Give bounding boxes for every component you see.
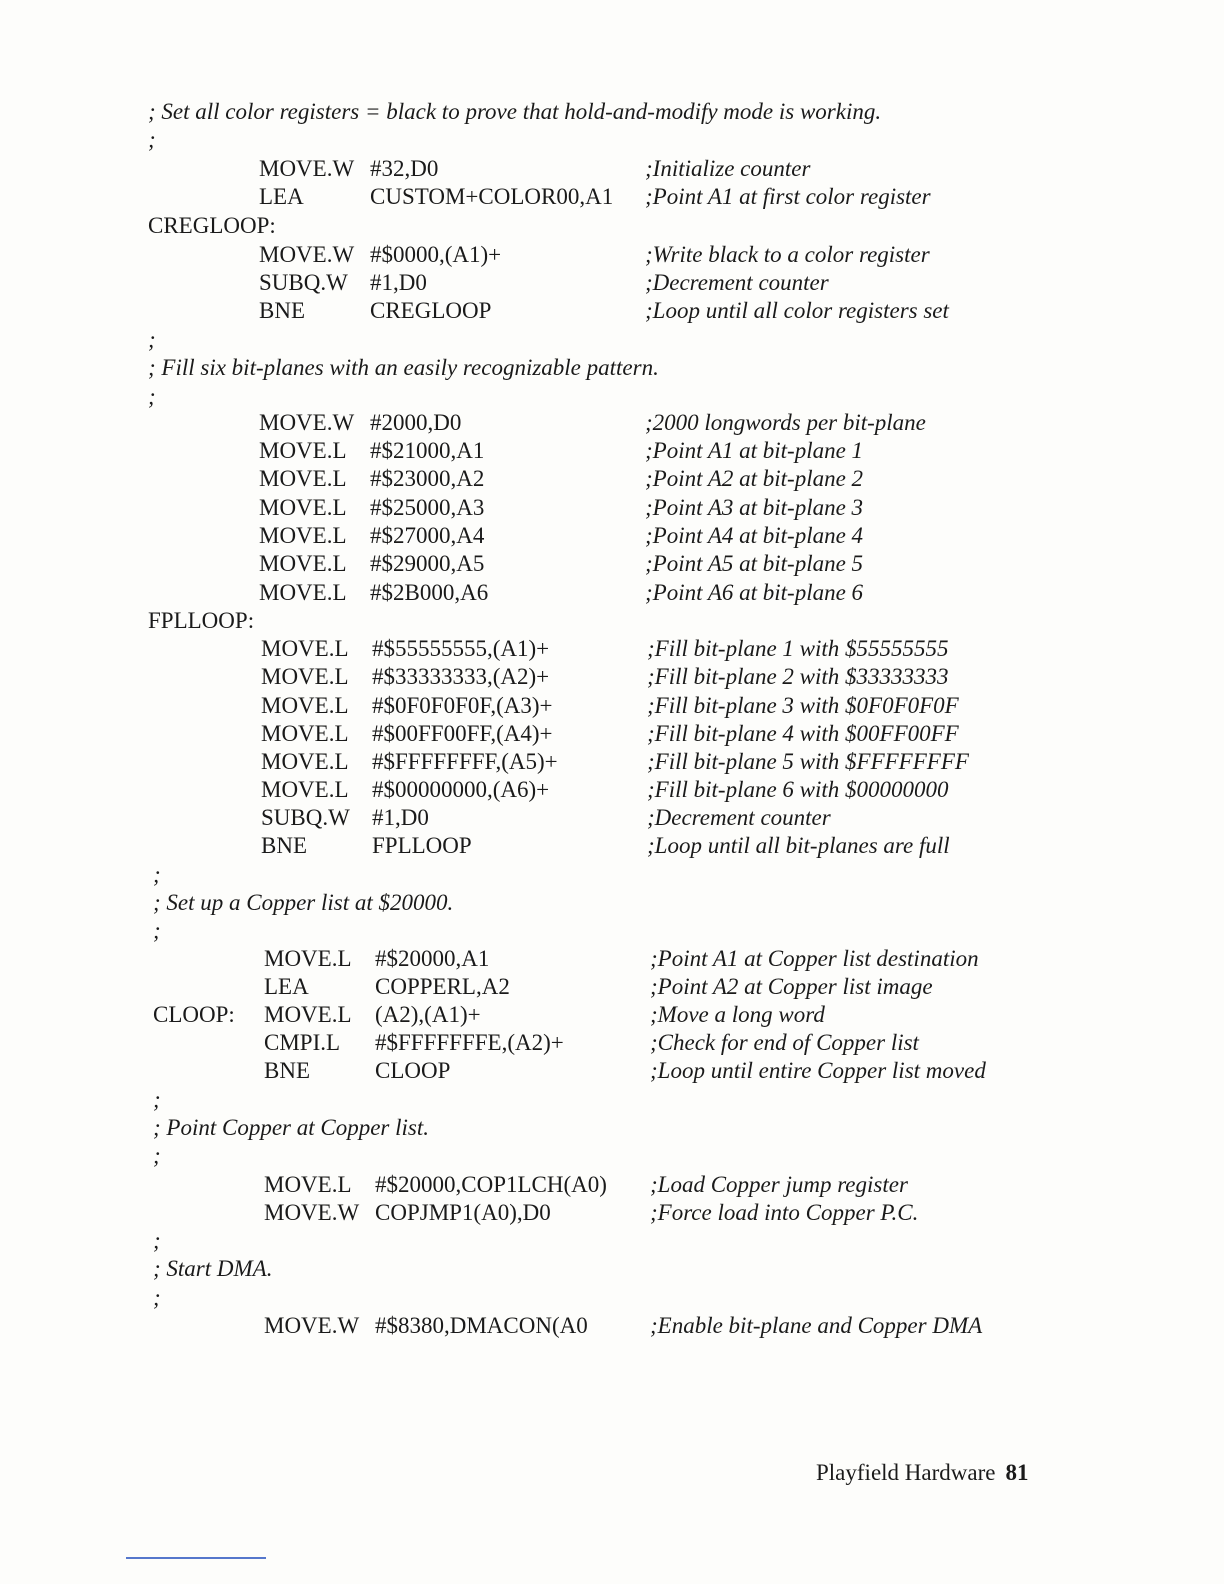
opcode: MOVE.W [264,1200,360,1225]
operand: #$55555555,(A1)+ [372,636,550,661]
operand: CREGLOOP [370,298,492,323]
opcode: MOVE.L [259,466,347,491]
operand: #32,D0 [370,156,439,181]
operand: COPPERL,A2 [375,974,510,999]
comment-text: ; [153,1228,161,1253]
inline-comment: ;Check for end of Copper list [650,1030,919,1055]
operand: #1,D0 [372,805,429,830]
operand: #$25000,A3 [370,495,485,520]
inline-comment: ;Loop until all bit-planes are full [647,833,950,858]
inline-comment: ;Initialize counter [645,156,811,181]
opcode: MOVE.L [259,580,347,605]
inline-comment: ;Point A1 at Copper list destination [650,946,979,971]
label: FPLLOOP: [148,608,255,633]
inline-comment: ;Loop until entire Copper list moved [650,1058,986,1083]
comment-text: ; Set up a Copper list at $20000. [153,890,454,915]
inline-comment: ;Fill bit-plane 1 with $55555555 [647,636,949,661]
opcode: MOVE.L [259,438,347,463]
operand: CLOOP [375,1058,451,1083]
comment-text: ; [153,1143,161,1168]
comment-text: ; [153,1087,161,1112]
opcode: MOVE.L [261,636,349,661]
operand: #$00FF00FF,(A4)+ [372,721,553,746]
operand: #$21000,A1 [370,438,485,463]
comment-text: ; [153,918,161,943]
inline-comment: ;Fill bit-plane 4 with $00FF00FF [647,721,959,746]
opcode: MOVE.L [264,946,352,971]
opcode: MOVE.L [264,1002,352,1027]
operand: #$8380,DMACON(A0 [375,1313,588,1338]
opcode: CMPI.L [264,1030,341,1055]
label: CLOOP: [153,1002,235,1027]
opcode: MOVE.L [261,693,349,718]
operand: #$0000,(A1)+ [370,242,502,267]
operand: #$FFFFFFFE,(A2)+ [375,1030,564,1055]
inline-comment: ;Decrement counter [647,805,831,830]
operand: #$20000,COP1LCH(A0) [375,1172,607,1197]
footer-title: Playfield Hardware [816,1460,996,1485]
inline-comment: ;Fill bit-plane 6 with $00000000 [647,777,949,802]
inline-comment: ;Load Copper jump register [650,1172,908,1197]
inline-comment: ;Enable bit-plane and Copper DMA [650,1313,983,1338]
opcode: SUBQ.W [261,805,350,830]
comment-text: ; [153,1285,161,1310]
inline-comment: ;Point A1 at bit-plane 1 [645,438,864,463]
opcode: MOVE.L [261,664,349,689]
opcode: SUBQ.W [259,270,348,295]
inline-comment: ;Force load into Copper P.C. [650,1200,919,1225]
opcode: MOVE.L [259,551,347,576]
opcode: LEA [259,184,304,209]
operand: #$23000,A2 [370,466,485,491]
opcode: MOVE.W [259,156,355,181]
operand: #$33333333,(A2)+ [372,664,550,689]
operand: #$FFFFFFFF,(A5)+ [372,749,558,774]
operand: FPLLOOP [372,833,472,858]
comment-text: ; Fill six bit-planes with an easily recognizable pattern. [148,355,659,380]
comment-text: ; Set all color registers = black to prove that hold-and-modify mode is working. [148,99,882,124]
opcode: MOVE.L [261,749,349,774]
operand: CUSTOM+COLOR00,A1 [370,184,614,209]
operand: #$2B000,A6 [370,580,489,605]
inline-comment: ;Decrement counter [645,270,829,295]
opcode: BNE [261,833,307,858]
operand: #1,D0 [370,270,427,295]
page-footer [816,1458,1028,1488]
operand: COPJMP1(A0),D0 [375,1200,551,1225]
opcode: MOVE.L [259,495,347,520]
inline-comment: ;Fill bit-plane 5 with $FFFFFFFF [647,749,969,774]
inline-comment: ;Point A1 at first color register [645,184,931,209]
comment-text: ; [148,127,156,152]
inline-comment: ;Loop until all color registers set [645,298,949,323]
comment-text: ; [148,327,156,352]
comment-text: ; [148,384,156,409]
opcode: MOVE.W [264,1313,360,1338]
inline-comment: ;Point A2 at bit-plane 2 [645,466,864,491]
inline-comment: ;Fill bit-plane 3 with $0F0F0F0F [647,693,959,718]
opcode: BNE [259,298,305,323]
operand: #$20000,A1 [375,946,490,971]
inline-comment: ;Point A6 at bit-plane 6 [645,580,864,605]
opcode: MOVE.L [261,777,349,802]
bottom-rule [126,1557,266,1559]
operand: #2000,D0 [370,410,462,435]
label: CREGLOOP: [148,213,276,238]
inline-comment: ;Write black to a color register [645,242,930,267]
inline-comment: ;Point A3 at bit-plane 3 [645,495,864,520]
operand: #$27000,A4 [370,523,485,548]
operand: #$29000,A5 [370,551,485,576]
inline-comment: ;2000 longwords per bit-plane [645,410,926,435]
comment-text: ; Start DMA. [153,1256,273,1281]
opcode: MOVE.W [259,242,355,267]
operand: (A2),(A1)+ [375,1002,481,1027]
opcode: MOVE.W [259,410,355,435]
inline-comment: ;Point A5 at bit-plane 5 [645,551,864,576]
opcode: LEA [264,974,309,999]
comment-text: ; Point Copper at Copper list. [153,1115,429,1140]
comment-text: ; [153,862,161,887]
page-number: 81 [1005,1460,1029,1485]
inline-comment: ;Move a long word [650,1002,825,1027]
opcode: BNE [264,1058,310,1083]
inline-comment: ;Point A4 at bit-plane 4 [645,523,864,548]
operand: #$0F0F0F0F,(A3)+ [372,693,553,718]
opcode: MOVE.L [259,523,347,548]
operand: #$00000000,(A6)+ [372,777,550,802]
opcode: MOVE.L [261,721,349,746]
opcode: MOVE.L [264,1172,352,1197]
inline-comment: ;Fill bit-plane 2 with $33333333 [647,664,949,689]
inline-comment: ;Point A2 at Copper list image [650,974,933,999]
